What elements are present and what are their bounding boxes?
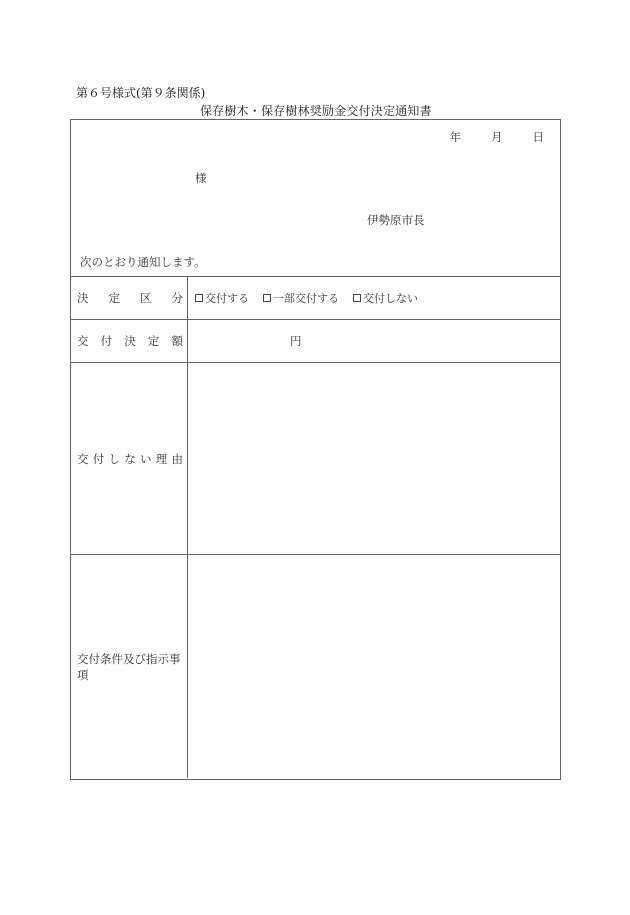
checkbox-icon[interactable]: [263, 294, 271, 302]
conditions-value[interactable]: [188, 555, 560, 778]
decision-category-value: [188, 277, 560, 319]
non-grant-reason-value[interactable]: [188, 363, 560, 554]
grant-amount-row: [71, 320, 560, 363]
checkbox-icon[interactable]: [353, 294, 361, 302]
issuer-name: 伊勢原市長: [367, 213, 425, 227]
option-partial-grant[interactable]: 一部交付する: [263, 290, 339, 306]
option-no-grant[interactable]: 交付しない: [353, 290, 418, 306]
checkbox-icon[interactable]: [195, 294, 203, 302]
notice-text: 次のとおり通知します。: [80, 255, 206, 269]
non-grant-reason-row: [71, 363, 560, 555]
option-grant[interactable]: 交付する: [195, 290, 249, 306]
date-year-field[interactable]: 年: [449, 130, 461, 144]
recipient-field[interactable]: 様: [195, 171, 207, 185]
notification-form-table: [70, 119, 561, 780]
grant-amount-label: 交 付 決 定 額: [71, 320, 188, 362]
conditions-label: 交付条件及び指示事項: [71, 555, 188, 778]
header-block: [71, 120, 560, 277]
non-grant-reason-label: 交 付 し な い 理 由: [71, 363, 188, 554]
form-number: 第６号様式(第９条関係): [76, 86, 206, 100]
grant-amount-value[interactable]: [188, 320, 560, 362]
date-month-field[interactable]: 月: [491, 130, 503, 144]
yen-unit: 円: [290, 334, 302, 348]
document-title: 保存樹木・保存樹林奨励金交付決定通知書: [200, 104, 432, 118]
date-line: [450, 129, 545, 145]
decision-category-label: 決 定 区 分: [71, 277, 188, 319]
date-day-field[interactable]: 日: [532, 130, 544, 144]
conditions-row: [71, 555, 560, 778]
decision-category-row: [71, 277, 560, 320]
